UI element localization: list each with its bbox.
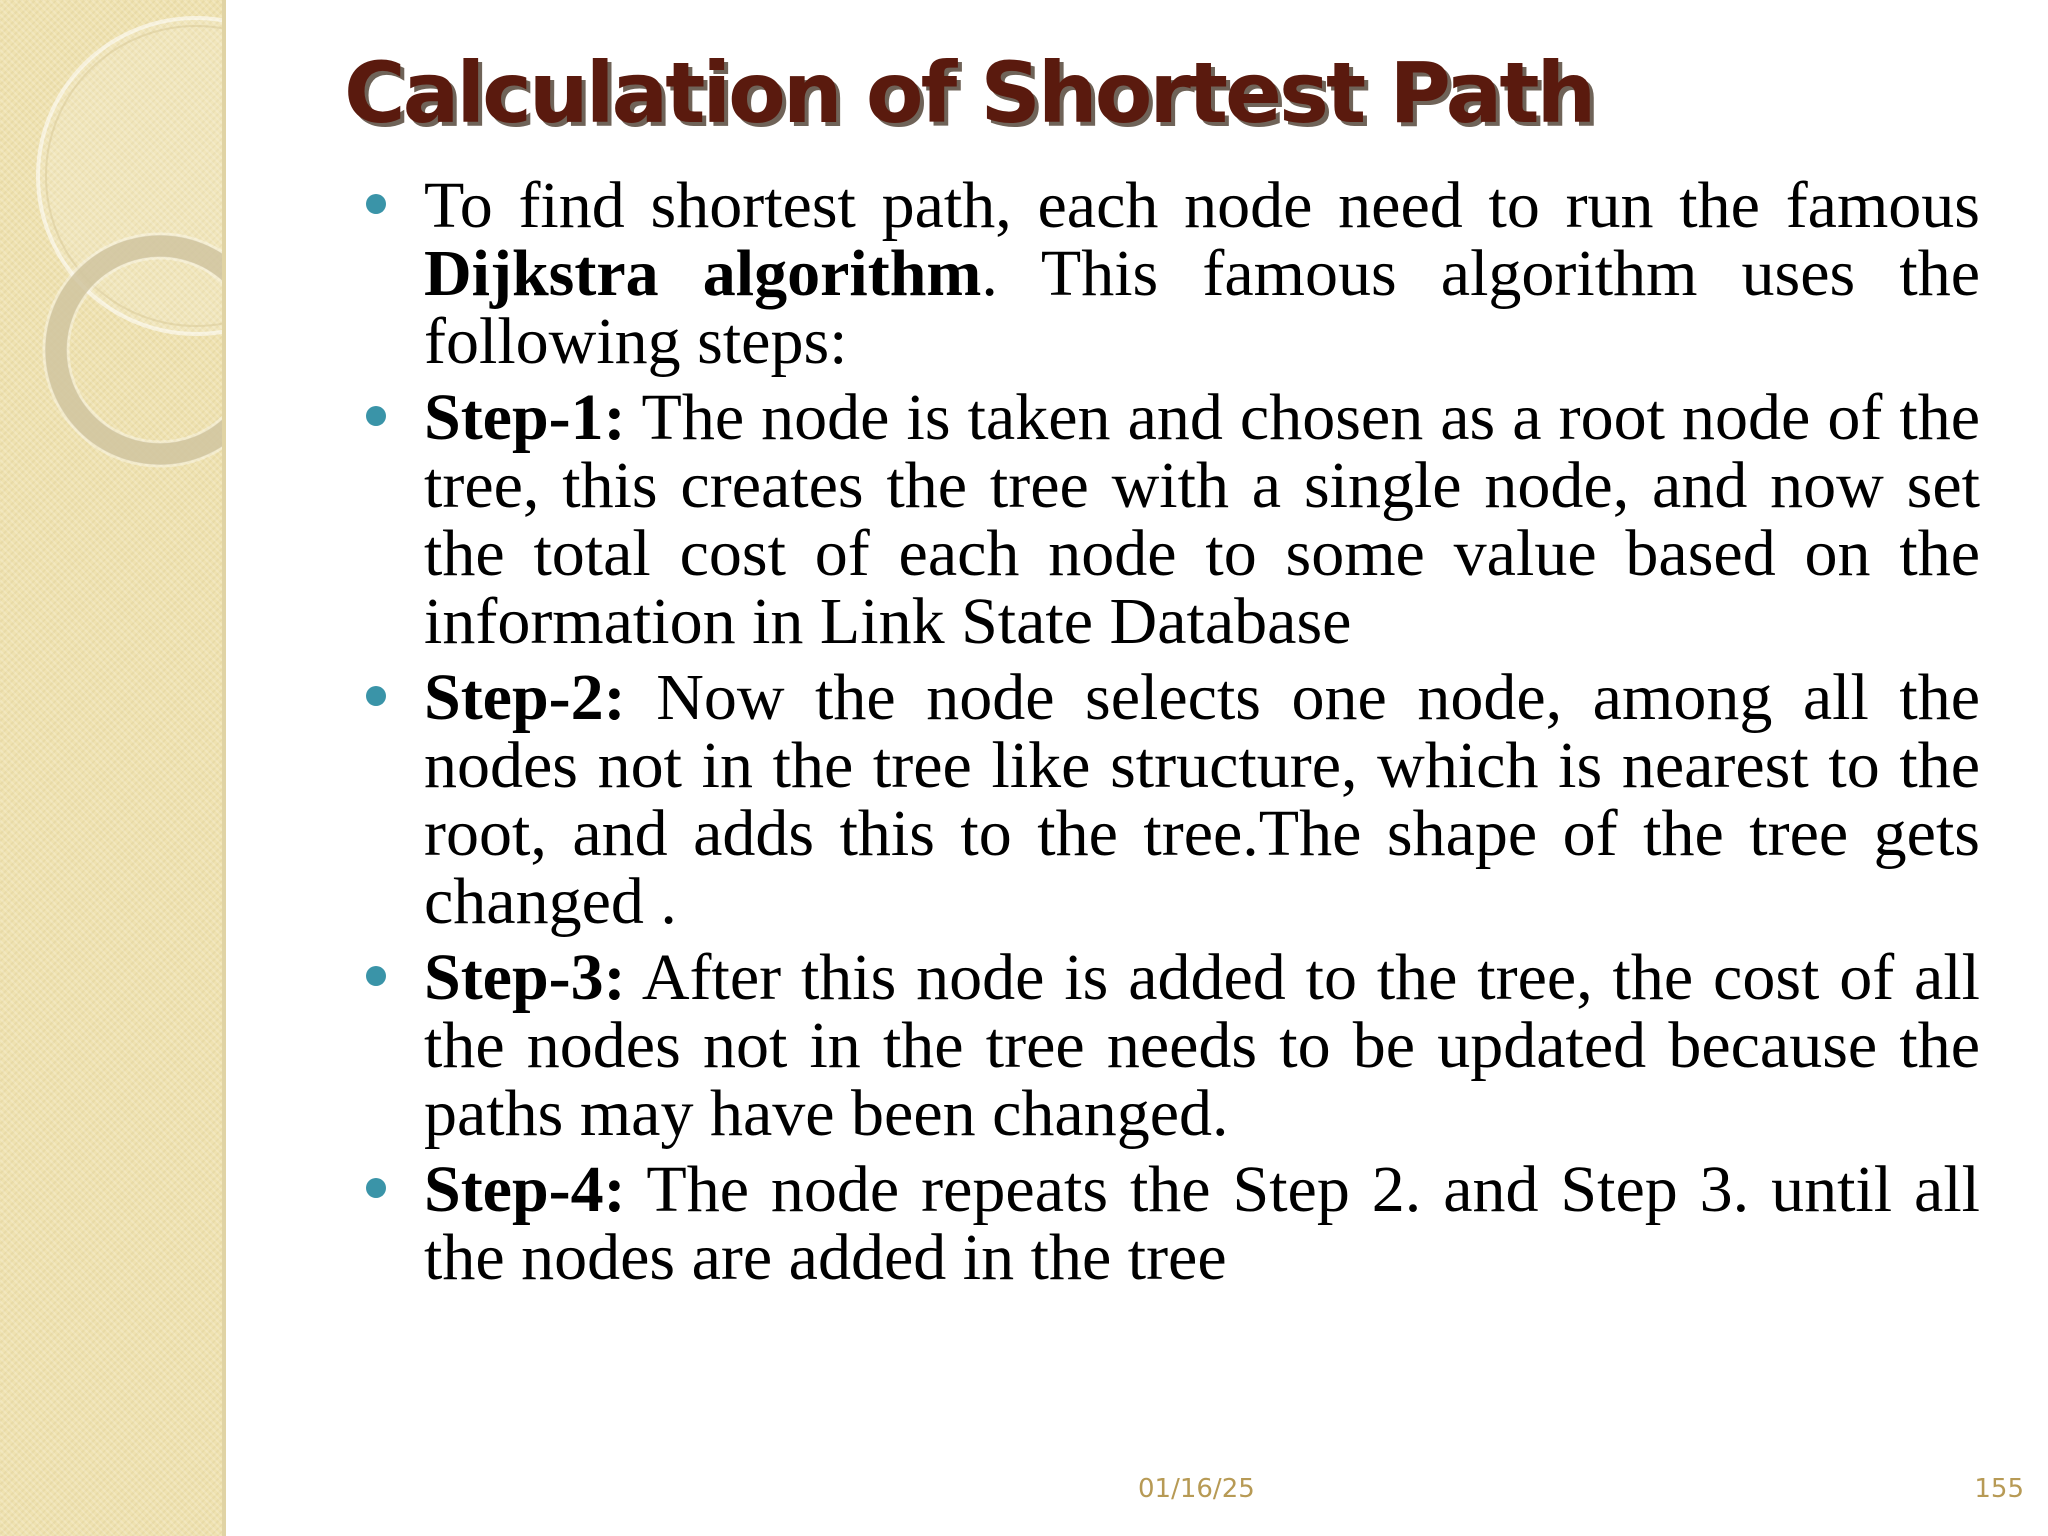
bullet-text: The node is taken and chosen as a root node of the tree, this creates the tree with a single node, and now set the total cost of each node to some value based on the information in Link State Database xyxy=(424,381,1980,658)
bullet-text: After this node is added to the tree, the cost of all the nodes not in the tree needs to be updated because the paths may have been changed. xyxy=(424,941,1980,1150)
bullet-dot-icon xyxy=(366,406,386,426)
decorative-rings-graphic xyxy=(0,0,226,1536)
step-label: Step-2: xyxy=(424,661,626,734)
bullet-text: The node repeats the Step 2. and Step 3. until all the nodes are added in the tree xyxy=(424,1153,1980,1294)
bullet-item-step-4 xyxy=(360,1153,1980,1294)
bullet-dot-icon xyxy=(366,194,386,214)
bullet-item-step-1 xyxy=(360,381,1980,658)
slide-title: Calculation of Shortest Path xyxy=(344,44,1594,142)
bullet-dot-icon xyxy=(366,1178,386,1198)
bullet-item-intro xyxy=(360,169,1980,378)
bullet-text: To find shortest path, each node need to run the famous xyxy=(424,169,1980,242)
decorative-sidebar xyxy=(0,0,226,1536)
step-label: Step-4: xyxy=(424,1153,626,1226)
bullet-dot-icon xyxy=(366,686,386,706)
bullet-dot-icon xyxy=(366,966,386,986)
footer-date: 01/16/25 xyxy=(1138,1474,1255,1504)
footer-page-number: 155 xyxy=(1974,1474,2024,1504)
sidebar-edge xyxy=(222,0,226,1536)
bullet-text: Now the node selects one node, among all the nodes not in the tree like structure, which is nearest to the root, and adds this to the tree.The shape of the tree gets changed . xyxy=(424,661,1980,938)
step-label: Step-1: xyxy=(424,381,626,454)
bullet-strong-term: Dijkstra algorithm xyxy=(424,237,982,310)
bullet-item-step-3 xyxy=(360,941,1980,1150)
step-label: Step-3: xyxy=(424,941,626,1014)
bullet-item-step-2 xyxy=(360,661,1980,938)
bullet-list xyxy=(360,169,1980,1300)
bullet-text: . This famous algorithm uses the following steps: xyxy=(424,237,1980,378)
